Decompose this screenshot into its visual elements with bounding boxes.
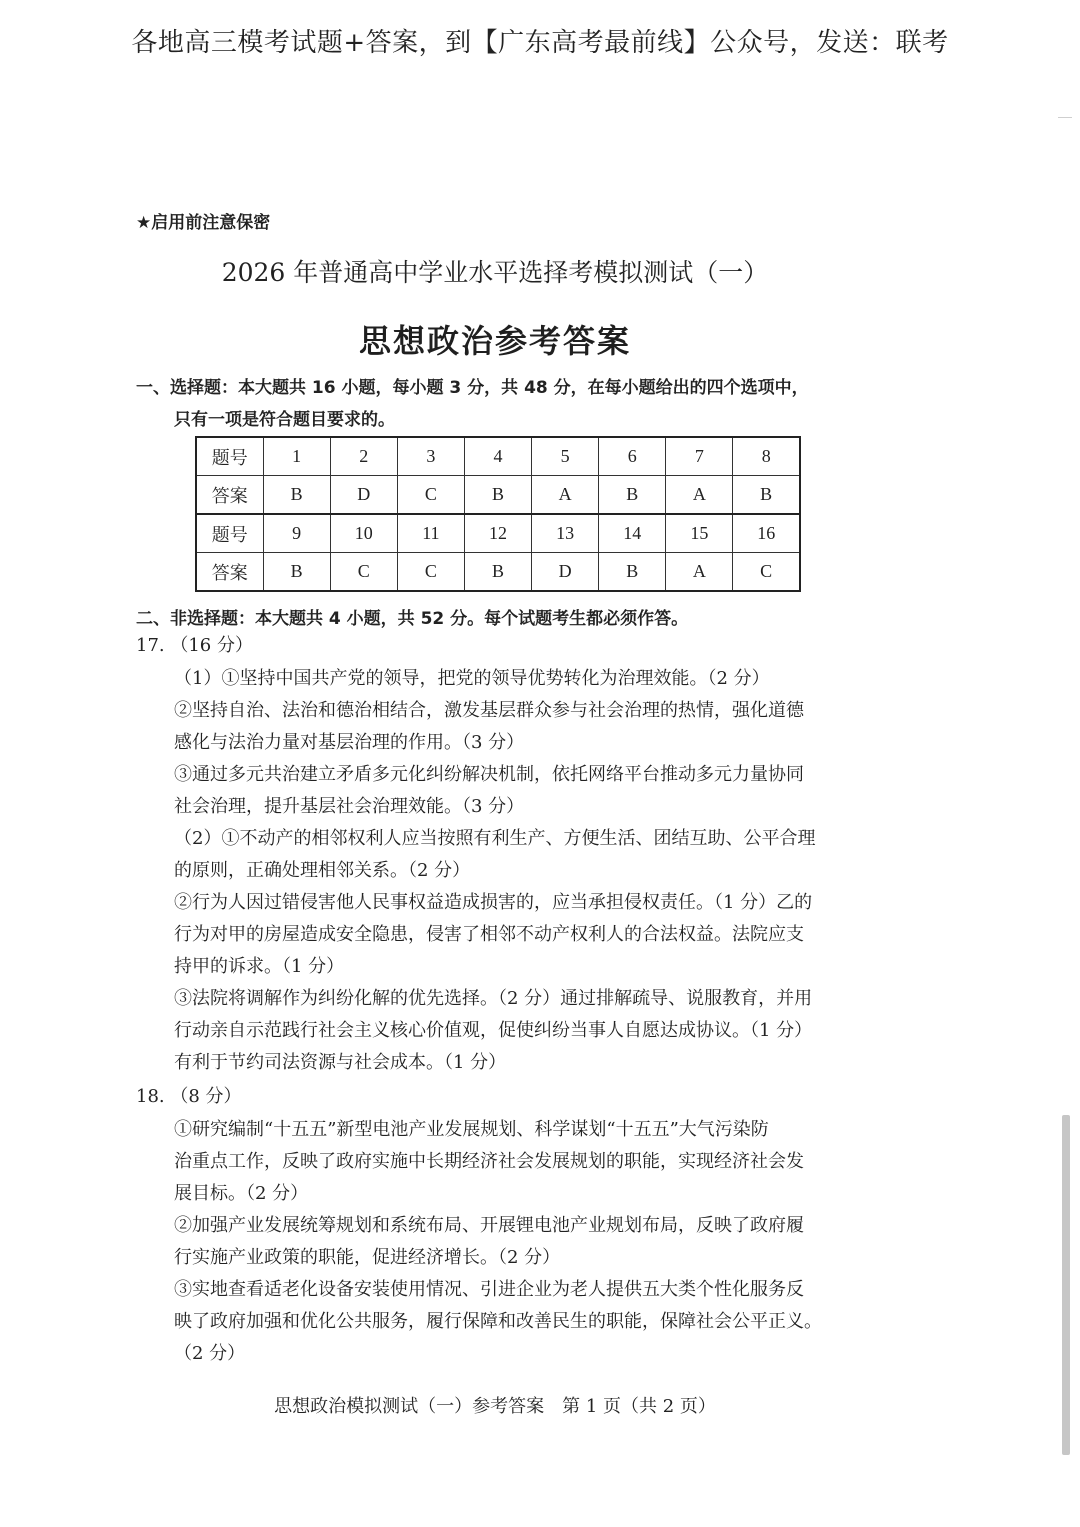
- exam-title: 2026 年普通高中学业水平选择考模拟测试（一）: [221, 258, 769, 287]
- table-cell: A: [666, 553, 733, 592]
- page-footer: 思想政治模拟测试（一）参考答案 第 1 页（共 2 页）: [274, 1396, 716, 1417]
- answer-line: ③通过多元共治建立矛盾多元化纠纷解决机制，依托网络平台推动多元力量协同: [174, 764, 804, 785]
- section2-heading: 二、非选择题：本大题共 4 小题，共 52 分。每个试题考生都必须作答。: [136, 609, 689, 629]
- table-cell: 13: [532, 514, 599, 553]
- table-cell: 15: [666, 514, 733, 553]
- question-17-number: 17. （16 分）: [136, 635, 253, 656]
- question-17-answer: [174, 663, 864, 1079]
- table-row: [196, 553, 800, 592]
- answer-line: 社会治理，提升基层社会治理效能。（3 分）: [174, 796, 525, 817]
- table-cell: B: [464, 476, 531, 515]
- question-18-number: 18. （8 分）: [136, 1086, 242, 1107]
- table-cell: D: [532, 553, 599, 592]
- table-cell: 4: [464, 437, 531, 476]
- table-cell: B: [263, 553, 330, 592]
- table-cell: C: [397, 476, 464, 515]
- table-cell: 16: [733, 514, 800, 553]
- answer-line: 展目标。（2 分）: [174, 1183, 309, 1204]
- answer-line: （2）①不动产的相邻权利人应当按照有利生产、方便生活、团结互助、公平合理: [174, 828, 816, 849]
- answer-line: 的原则，正确处理相邻关系。（2 分）: [174, 860, 471, 881]
- table-row: [196, 514, 800, 553]
- table-cell: 7: [666, 437, 733, 476]
- answer-line: ③法院将调解作为纠纷化解的优先选择。（2 分）通过排解疏导、说服教育，并用: [174, 988, 813, 1009]
- table-cell: 5: [532, 437, 599, 476]
- table-cell: B: [263, 476, 330, 515]
- table-cell: A: [532, 476, 599, 515]
- answer-line: ①研究编制“十五五”新型电池产业发展规划、科学谋划“十五五”大气污染防: [174, 1119, 769, 1140]
- table-row: [196, 476, 800, 515]
- section1-heading: 一、选择题：本大题共 16 小题，每小题 3 分，共 48 分，在每小题给出的四个选项中，: [136, 378, 809, 398]
- answer-line: ②加强产业发展统筹规划和系统布局、开展锂电池产业规划布局，反映了政府履: [174, 1215, 804, 1236]
- answer-line: 感化与法治力量对基层治理的作用。（3 分）: [174, 732, 525, 753]
- answer-line: 映了政府加强和优化公共服务，履行保障和改善民生的职能，保障社会公平正义。: [174, 1311, 822, 1332]
- answer-line: ②坚持自治、法治和德治相结合，激发基层群众参与社会治理的热情，强化道德: [174, 700, 804, 721]
- question-18-answer: [174, 1114, 864, 1370]
- table-cell: 1: [263, 437, 330, 476]
- table-cell: 3: [397, 437, 464, 476]
- answer-line: （1）①坚持中国共产党的领导，把党的领导优势转化为治理效能。（2 分）: [174, 668, 770, 689]
- table-cell: 14: [599, 514, 666, 553]
- table-cell: D: [330, 476, 397, 515]
- answer-table: [195, 436, 801, 592]
- answer-line: ②行为人因过错侵害他人民事权益造成损害的，应当承担侵权责任。（1 分）乙的: [174, 892, 813, 913]
- table-cell: B: [599, 553, 666, 592]
- table-cell: 12: [464, 514, 531, 553]
- table-header-cell: 答案: [196, 476, 263, 515]
- table-header-cell: 题号: [196, 514, 263, 553]
- section1-heading-cont: 只有一项是符合题目要求的。: [174, 410, 395, 430]
- table-row: [196, 437, 800, 476]
- answer-line: 行为对甲的房屋造成安全隐患，侵害了相邻不动产权利人的合法权益。法院应支: [174, 924, 804, 945]
- confidential-notice: ★启用前注意保密: [136, 213, 271, 233]
- answer-line: 治重点工作，反映了政府实施中长期经济社会发展规划的职能，实现经济社会发: [174, 1151, 804, 1172]
- answer-line: 行动亲自示范践行社会主义核心价值观，促使纠纷当事人自愿达成协议。（1 分）: [174, 1020, 813, 1041]
- table-cell: 9: [263, 514, 330, 553]
- table-cell: B: [599, 476, 666, 515]
- table-cell: B: [464, 553, 531, 592]
- table-cell: B: [733, 476, 800, 515]
- table-cell: A: [666, 476, 733, 515]
- table-cell: 8: [733, 437, 800, 476]
- edge-mark: [1058, 117, 1072, 118]
- answer-line: （2 分）: [174, 1343, 246, 1364]
- table-cell: C: [397, 553, 464, 592]
- table-header-cell: 答案: [196, 553, 263, 592]
- table-cell: 11: [397, 514, 464, 553]
- table-cell: C: [733, 553, 800, 592]
- table-cell: 10: [330, 514, 397, 553]
- answer-line: 有利于节约司法资源与社会成本。（1 分）: [174, 1052, 507, 1073]
- table-header-cell: 题号: [196, 437, 263, 476]
- page-title: 思想政治参考答案: [358, 322, 631, 360]
- table-cell: 2: [330, 437, 397, 476]
- table-cell: C: [330, 553, 397, 592]
- table-cell: 6: [599, 437, 666, 476]
- promo-banner: 各地高三模考试题+答案，到【广东高考最前线】公众号，发送：联考: [131, 28, 949, 58]
- answer-line: 持甲的诉求。（1 分）: [174, 956, 345, 977]
- answer-line: ③实地查看适老化设备安装使用情况、引进企业为老人提供五大类个性化服务反: [174, 1279, 804, 1300]
- answer-line: 行实施产业政策的职能，促进经济增长。（2 分）: [174, 1247, 561, 1268]
- scrollbar[interactable]: [1062, 1115, 1070, 1455]
